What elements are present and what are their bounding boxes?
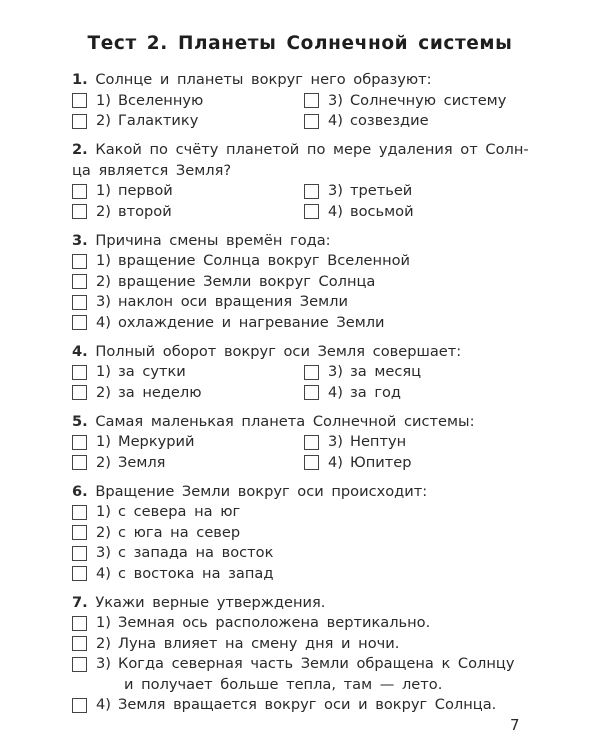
question-number: 2.	[72, 141, 88, 158]
option-text: Юпитер	[349, 453, 412, 471]
answer-option[interactable]	[304, 181, 532, 202]
answer-option-row	[72, 272, 532, 293]
answer-option-row	[72, 251, 532, 272]
option-text: за месяц	[349, 363, 422, 380]
option-text: созвездие	[349, 112, 429, 129]
answer-checkbox[interactable]	[72, 566, 87, 581]
answer-option-row	[72, 613, 532, 634]
answer-option-row	[304, 362, 532, 383]
answer-option-row	[304, 383, 532, 404]
option-number: 3)	[96, 655, 111, 672]
page-title: Тест 2. Планеты Солнечной системы	[87, 33, 513, 54]
answer-option-row	[72, 502, 532, 523]
answer-option[interactable]	[304, 362, 532, 383]
option-number: 1)	[96, 91, 111, 109]
answer-checkbox[interactable]	[72, 525, 87, 540]
option-text: за год	[349, 383, 402, 401]
answer-options	[72, 432, 532, 473]
answer-option-row	[72, 91, 304, 112]
answer-options	[72, 181, 532, 222]
question-text-line	[72, 412, 532, 433]
option-text: вращение Земли вокруг Солнца	[117, 272, 376, 290]
option-text: вращение Солнца вокруг Вселенной	[117, 252, 411, 269]
answer-option-row	[72, 202, 304, 223]
option-number: 2)	[96, 112, 111, 129]
question-6	[72, 482, 532, 585]
option-text: Луна влияет на смену дня и ночи.	[117, 634, 400, 652]
answer-option-row	[72, 564, 532, 585]
answer-checkbox[interactable]	[72, 184, 87, 199]
answer-checkbox[interactable]	[72, 385, 87, 400]
answer-option[interactable]	[72, 564, 532, 585]
option-text: Вселенную	[117, 91, 204, 109]
answer-option[interactable]	[72, 453, 304, 474]
option-text: за сутки	[117, 363, 186, 380]
option-number: 2)	[96, 634, 111, 652]
answer-option-row	[304, 181, 532, 202]
answer-option[interactable]	[304, 202, 532, 223]
question-text: Укажи верные утверждения.	[95, 593, 326, 611]
option-text: наклон оси вращения Земли	[117, 293, 348, 310]
option-text: с юга на север	[117, 523, 241, 541]
answer-checkbox[interactable]	[304, 204, 319, 219]
option-text: Земная ось расположена вертикально.	[117, 614, 431, 631]
answer-option[interactable]	[304, 453, 532, 474]
answer-option-row	[304, 111, 532, 132]
question-4	[72, 342, 532, 404]
answer-option-row	[72, 453, 304, 474]
answer-checkbox[interactable]	[304, 455, 319, 470]
option-number: 1)	[96, 614, 111, 631]
option-number: 4)	[96, 313, 111, 331]
answer-option-row	[72, 313, 532, 334]
question-text: Какой по счёту планетой по мере удаления от Солн-	[95, 141, 529, 158]
answer-checkbox[interactable]	[304, 93, 319, 108]
answer-option[interactable]	[72, 91, 304, 112]
option-text: Галактику	[117, 112, 199, 129]
answer-option-row	[304, 202, 532, 223]
answer-option[interactable]	[72, 695, 532, 716]
option-text: с запада на восток	[117, 544, 274, 561]
option-text: Земля	[117, 453, 166, 471]
question-text: Полный оборот вокруг оси Земля совершает:	[95, 342, 462, 360]
answer-options	[72, 613, 532, 716]
answer-checkbox[interactable]	[72, 274, 87, 289]
option-number: 2)	[96, 383, 111, 401]
answer-option-row	[72, 292, 532, 313]
answer-option[interactable]	[72, 432, 304, 453]
question-number: 4.	[72, 342, 88, 360]
option-text: Солнечную систему	[349, 91, 507, 109]
answer-option[interactable]	[72, 111, 304, 132]
option-number: 3)	[328, 91, 343, 109]
answer-option[interactable]	[304, 111, 532, 132]
option-number: 4)	[96, 564, 111, 582]
answer-option-row	[72, 111, 304, 132]
answer-option[interactable]	[304, 432, 532, 453]
answer-option-row	[72, 523, 532, 544]
answer-checkbox[interactable]	[72, 546, 87, 561]
answer-option[interactable]	[304, 91, 532, 112]
option-number: 1)	[96, 433, 111, 450]
question-text: Вращение Земли вокруг оси происходит:	[95, 482, 428, 500]
option-number: 4)	[328, 383, 343, 401]
option-number: 3)	[328, 363, 343, 380]
option-number: 2)	[96, 202, 111, 220]
option-number: 1)	[96, 182, 111, 199]
answer-option-row	[72, 695, 532, 716]
answer-option[interactable]	[72, 292, 532, 313]
option-text: Земля вращается вокруг оси и вокруг Солнца.	[117, 696, 497, 713]
answer-option-row	[304, 453, 532, 474]
question-3	[72, 231, 532, 334]
option-number: 1)	[96, 363, 111, 380]
option-number: 2)	[96, 453, 111, 471]
answer-options	[72, 362, 532, 403]
question-number: 7.	[72, 593, 88, 611]
page-number: 7	[510, 716, 520, 734]
answer-option[interactable]	[72, 202, 304, 223]
option-number: 2)	[96, 523, 111, 541]
option-number: 3)	[328, 182, 343, 199]
answer-checkbox[interactable]	[72, 254, 87, 269]
option-text: третьей	[349, 182, 413, 199]
answer-option-row	[72, 383, 304, 404]
answer-option[interactable]	[72, 181, 304, 202]
option-number: 2)	[96, 272, 111, 290]
answer-option[interactable]	[72, 251, 532, 272]
answer-option[interactable]	[72, 543, 532, 564]
answer-checkbox[interactable]	[304, 385, 319, 400]
question-text: Причина смены времён года:	[95, 231, 331, 249]
answer-option[interactable]	[304, 383, 532, 404]
question-text-line	[72, 231, 532, 252]
question-7	[72, 593, 532, 716]
answer-checkbox[interactable]	[304, 365, 319, 380]
answer-option[interactable]	[72, 313, 532, 334]
answer-option[interactable]	[72, 362, 304, 383]
answer-checkbox[interactable]	[72, 365, 87, 380]
option-text: второй	[117, 202, 172, 220]
answer-option-row	[304, 91, 532, 112]
option-number: 4)	[96, 696, 111, 713]
question-text-line	[72, 70, 532, 91]
answer-option[interactable]	[72, 502, 532, 523]
question-2	[72, 140, 532, 222]
option-number: 4)	[328, 453, 343, 471]
question-number: 1.	[72, 71, 88, 88]
question-number: 3.	[72, 231, 88, 249]
answer-option-row	[72, 543, 532, 564]
question-text-line	[72, 140, 532, 161]
answer-option[interactable]	[72, 654, 532, 695]
answer-checkbox[interactable]	[72, 505, 87, 520]
option-text: за неделю	[117, 383, 202, 401]
answer-checkbox[interactable]	[72, 204, 87, 219]
answer-checkbox[interactable]	[72, 114, 87, 129]
answer-option[interactable]	[72, 523, 532, 544]
answer-checkbox[interactable]	[72, 657, 87, 672]
option-number: 1)	[96, 252, 111, 269]
answer-option-row	[304, 432, 532, 453]
answer-options	[72, 502, 532, 584]
question-text-line	[72, 161, 532, 182]
answer-options	[72, 251, 532, 333]
option-number: 4)	[328, 202, 343, 220]
option-text: первой	[117, 182, 173, 199]
question-1	[72, 70, 532, 132]
answer-checkbox[interactable]	[72, 315, 87, 330]
answer-option-row	[72, 634, 532, 655]
answer-checkbox[interactable]	[304, 114, 319, 129]
option-text: Нептун	[349, 433, 407, 450]
question-text: ца является Земля?	[72, 161, 232, 179]
answer-option[interactable]	[72, 613, 532, 634]
question-number: 6.	[72, 482, 88, 500]
answer-checkbox[interactable]	[72, 93, 87, 108]
answer-option[interactable]	[72, 272, 532, 293]
answer-checkbox[interactable]	[72, 435, 87, 450]
option-text-continuation: и получает больше тепла, там — лето.	[124, 675, 443, 693]
question-text: Самая маленькая планета Солнечной системы:	[95, 412, 475, 430]
test-questions	[72, 70, 532, 724]
option-text: Когда северная часть Земли обращена к Солнцу	[117, 655, 515, 672]
option-number: 4)	[328, 112, 343, 129]
answer-option[interactable]	[72, 383, 304, 404]
answer-checkbox[interactable]	[72, 295, 87, 310]
option-text: восьмой	[349, 202, 414, 220]
answer-option-row	[72, 181, 304, 202]
question-text-line	[72, 482, 532, 503]
option-text: с севера на юг	[117, 503, 241, 520]
answer-checkbox[interactable]	[72, 455, 87, 470]
option-number: 3)	[328, 433, 343, 450]
answer-option-row	[72, 362, 304, 383]
option-number: 1)	[96, 503, 111, 520]
question-text-line	[72, 593, 532, 614]
option-number: 3)	[96, 293, 111, 310]
question-text-line	[72, 342, 532, 363]
question-number: 5.	[72, 412, 88, 430]
question-5	[72, 412, 532, 474]
question-text: Солнце и планеты вокруг него образуют:	[95, 71, 432, 88]
answer-checkbox[interactable]	[72, 616, 87, 631]
answer-option-row	[72, 654, 532, 675]
answer-checkbox[interactable]	[72, 698, 87, 713]
answer-option[interactable]	[72, 634, 532, 655]
answer-checkbox[interactable]	[304, 184, 319, 199]
answer-checkbox[interactable]	[72, 636, 87, 651]
option-number: 3)	[96, 544, 111, 561]
option-text: охлаждение и нагревание Земли	[117, 313, 385, 331]
answer-checkbox[interactable]	[304, 435, 319, 450]
answer-options	[72, 91, 532, 132]
answer-option-row	[72, 432, 304, 453]
option-text: Меркурий	[117, 433, 195, 450]
option-text: с востока на запад	[117, 564, 274, 582]
